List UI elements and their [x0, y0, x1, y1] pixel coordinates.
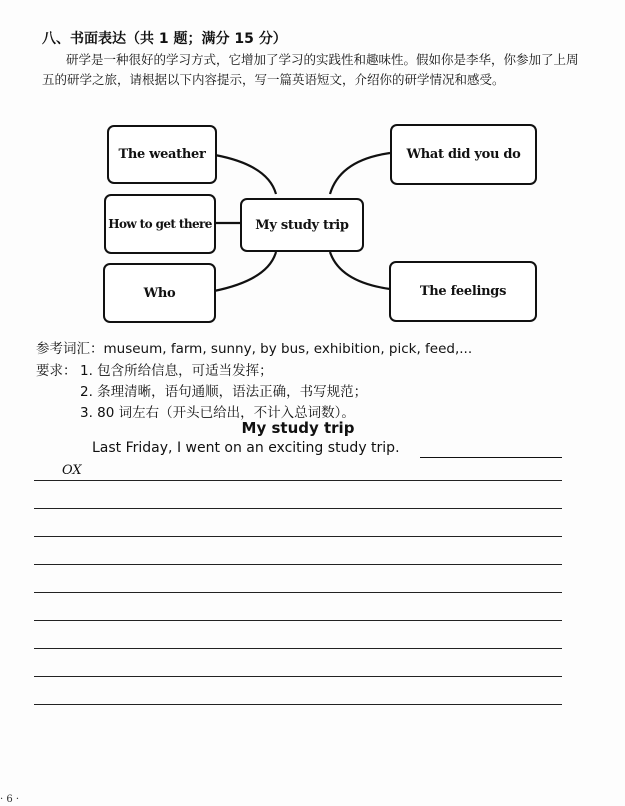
task-description: 研学是一种很好的学习方式，它增加了学习的实践性和趣味性。假如你是李华，你参加了上周五的研学之旅，请根据以下内容提示，写一篇英语短文，介绍你的研学情况和感受。: [42, 52, 579, 87]
reference-vocabulary: 参考词汇：museum, farm, sunny, by bus, exhibition, pick, feed,...: [36, 341, 473, 357]
answer-line[interactable]: [34, 564, 562, 565]
section-title: 八、书面表达（共 1 题；满分 15 分）: [42, 31, 287, 47]
essay-title: My study trip: [241, 419, 355, 437]
box-what-did-you-do: What did you do: [390, 124, 537, 185]
requirement-2: 2. 条理清晰，语句通顺，语法正确，书写规范；: [80, 384, 368, 400]
page-number: · 6 ·: [0, 794, 20, 805]
answer-line-blank[interactable]: [420, 457, 562, 458]
answer-line[interactable]: [34, 620, 562, 621]
box-center-topic: My study trip: [240, 198, 364, 252]
essay-first-line: Last Friday, I went on an exciting study trip.: [92, 440, 400, 456]
box-weather: The weather: [107, 125, 217, 184]
connector-left-top: [215, 155, 276, 194]
box-who: Who: [103, 263, 216, 323]
box-feelings: The feelings: [389, 261, 537, 322]
answer-line[interactable]: [34, 648, 562, 649]
answer-line[interactable]: [34, 508, 562, 509]
requirement-3: 3. 80 词左右（开头已给出，不计入总词数）。: [80, 405, 355, 421]
answer-line[interactable]: [34, 480, 562, 481]
requirements-label: 要求：: [36, 363, 77, 379]
connector-right-bottom: [330, 252, 390, 289]
box-how-to-get-there: How to get there: [104, 194, 216, 254]
answer-line[interactable]: [34, 536, 562, 537]
handwritten-scribble: OX: [62, 463, 82, 478]
connector-left-bottom: [214, 252, 276, 291]
requirement-1: 1. 包含所给信息，可适当发挥；: [80, 363, 273, 379]
answer-line[interactable]: [34, 676, 562, 677]
connector-right-top: [330, 153, 390, 194]
answer-line[interactable]: [34, 704, 562, 705]
answer-line[interactable]: [34, 592, 562, 593]
